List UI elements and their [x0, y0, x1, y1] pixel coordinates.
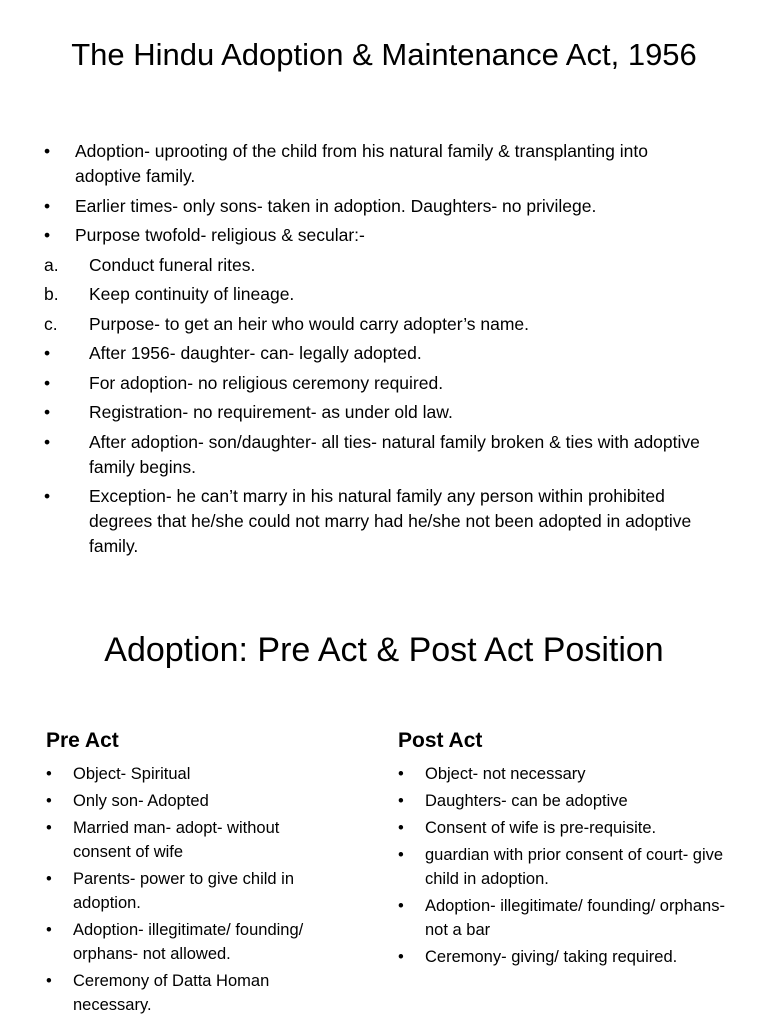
- post-act-item: [398, 945, 725, 969]
- slide-title-pre-post-act: Adoption: Pre Act & Post Act Position: [104, 631, 664, 669]
- list-item-text: Ceremony of Datta Homan necessary.: [73, 972, 270, 1014]
- list-marker: •: [44, 402, 51, 422]
- list-marker: •: [44, 343, 51, 363]
- list-item-text: After 1956- daughter- can- legally adopted.: [89, 343, 422, 363]
- pre-act-heading: Pre Act: [46, 729, 119, 752]
- pre-act-column: [46, 726, 366, 1020]
- list-item-text: Object- not necessary: [425, 765, 586, 783]
- pre-act-item: [46, 969, 323, 1017]
- list-marker: •: [44, 141, 51, 161]
- bullet-icon: •: [398, 792, 404, 810]
- list-item-text: Conduct funeral rites.: [89, 254, 256, 275]
- bullet-icon: •: [46, 792, 52, 810]
- list-marker: •: [44, 225, 51, 245]
- list-marker: •: [44, 486, 51, 506]
- bullet-icon: •: [46, 870, 52, 888]
- list-item: [0, 341, 768, 366]
- list-item: [0, 282, 768, 307]
- list-item-text: After adoption- son/daughter- all ties- natural family broken & ties with adoptive family begins.: [89, 431, 700, 477]
- bullet-icon: •: [398, 897, 404, 915]
- list-item-text: Consent of wife is pre-requisite.: [425, 819, 657, 837]
- bullet-icon: •: [46, 819, 52, 837]
- bullet-icon: •: [398, 819, 404, 837]
- list-item-text: Keep continuity of lineage.: [89, 284, 295, 304]
- list-item-text: Adoption- illegitimate/ founding/ orphans- not a bar: [425, 897, 725, 939]
- list-item-text: Only son- Adopted: [73, 792, 209, 810]
- pre-act-item: [46, 918, 323, 966]
- list-item: [0, 400, 768, 425]
- post-act-item: [398, 894, 725, 942]
- post-act-column: [398, 726, 725, 972]
- list-item-text: Adoption- illegitimate/ founding/ orphans- not allowed.: [73, 921, 304, 963]
- list-item-text: Registration- no requirement- as under old law.: [89, 402, 453, 422]
- list-item: [0, 139, 768, 189]
- pre-act-list: [46, 762, 366, 1017]
- post-act-item: [398, 762, 725, 786]
- bullet-icon: •: [46, 972, 52, 990]
- list-marker: •: [44, 195, 51, 216]
- list-item-text: Daughters- can be adoptive: [425, 792, 628, 810]
- list-marker: a.: [44, 254, 59, 275]
- list-item-text: Object- Spiritual: [73, 765, 191, 783]
- list-item-text: Purpose- to get an heir who would carry adopter’s name.: [89, 313, 530, 334]
- list-marker: b.: [44, 284, 59, 304]
- list-item: [0, 253, 768, 278]
- list-item: [0, 430, 768, 480]
- list-marker: c.: [44, 313, 58, 334]
- list-item-text: Married man- adopt- without consent of wife: [73, 819, 280, 861]
- pre-act-item: [46, 762, 323, 786]
- post-act-heading: Post Act: [398, 729, 483, 752]
- list-item-text: Ceremony- giving/ taking required.: [425, 948, 678, 966]
- bullet-icon: •: [398, 765, 404, 783]
- pre-act-item: [46, 789, 323, 813]
- list-item-text: Parents- power to give child in adoption.: [73, 870, 295, 912]
- list-item-text: For adoption- no religious ceremony required.: [89, 372, 444, 393]
- slide1-bullet-list: [0, 139, 768, 564]
- list-item: [0, 371, 768, 396]
- bullet-icon: •: [46, 921, 52, 939]
- list-item-text: Earlier times- only sons- taken in adoption. Daughters- no privilege.: [75, 195, 597, 216]
- list-item-text: guardian with prior consent of court- give child in adoption.: [425, 846, 724, 888]
- bullet-icon: •: [398, 948, 404, 966]
- list-marker: •: [44, 431, 51, 452]
- list-marker: •: [44, 372, 51, 393]
- list-item: [0, 223, 768, 248]
- list-item: [0, 312, 768, 337]
- slide-title-hindu-adoption-act: The Hindu Adoption & Maintenance Act, 1956: [71, 37, 697, 72]
- list-item: [0, 484, 768, 559]
- bullet-icon: •: [46, 765, 52, 783]
- pre-act-item: [46, 816, 323, 864]
- bullet-icon: •: [398, 846, 404, 864]
- post-act-item: [398, 816, 725, 840]
- post-act-item: [398, 843, 725, 891]
- pre-act-item: [46, 867, 323, 915]
- list-item-text: Exception- he can’t marry in his natural family any person within prohibited degrees that he/she could not marry had he/she not been adopted in adoptive family.: [89, 486, 692, 556]
- post-act-item: [398, 789, 725, 813]
- list-item-text: Adoption- uprooting of the child from his natural family & transplanting into adoptive family.: [75, 141, 648, 186]
- list-item-text: Purpose twofold- religious & secular:-: [75, 225, 365, 245]
- list-item: [0, 194, 768, 219]
- post-act-list: [398, 762, 725, 969]
